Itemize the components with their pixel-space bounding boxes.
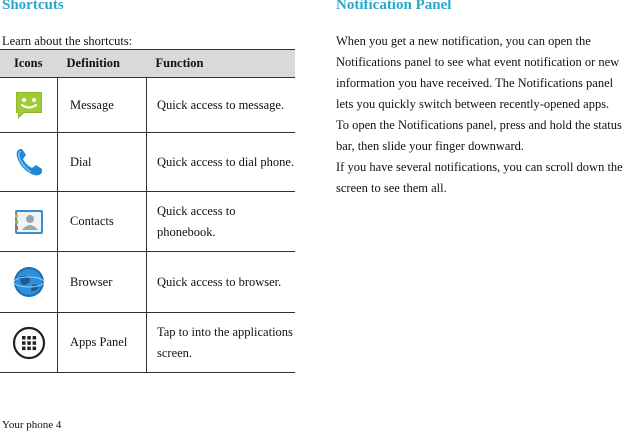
header-definition: Definition [58,50,147,78]
shortcuts-intro: Learn about the shortcuts: [2,34,133,48]
row-function: Tap to into the applications screen. [147,313,296,373]
row-definition: Message [58,78,147,133]
paragraph: To open the Notifications panel, press and hold the status bar, then slide your finger downward. [336,118,622,153]
row-definition: Dial [58,133,147,192]
row-function: Quick access to browser. [147,252,296,313]
table-row [0,133,295,192]
table-row [0,78,295,133]
row-definition: Browser [58,252,147,313]
row-function: Quick access to dial phone. [147,133,296,192]
table-row [0,192,295,252]
table-row [0,252,295,313]
header-icons: Icons [0,50,58,78]
shortcuts-section [0,0,300,433]
message-icon [12,88,46,122]
dial-icon [12,145,46,179]
apps-panel-icon [12,326,46,360]
table-header-row [0,50,295,78]
header-function: Function [147,50,296,78]
table-row [0,313,295,373]
shortcuts-heading: Shortcuts [2,0,64,13]
browser-icon [12,265,46,299]
paragraph: If you have several notifications, you can scroll down the screen to see them all. [336,160,623,195]
notification-panel-body [336,31,626,199]
row-definition: Contacts [58,192,147,252]
shortcuts-table [0,49,295,373]
page-footer: Your phone 4 [2,419,62,431]
paragraph: When you get a new notification, you can open the Notifications panel to see what event notification or new information you have received. The Notifications panel lets you quickly switch between recently-opened apps. [336,34,620,111]
contacts-icon [12,205,46,239]
row-function: Quick access to phonebook. [147,192,296,252]
row-definition: Apps Panel [58,313,147,373]
notification-panel-heading: Notification Panel [336,0,452,13]
row-function: Quick access to message. [147,78,296,133]
